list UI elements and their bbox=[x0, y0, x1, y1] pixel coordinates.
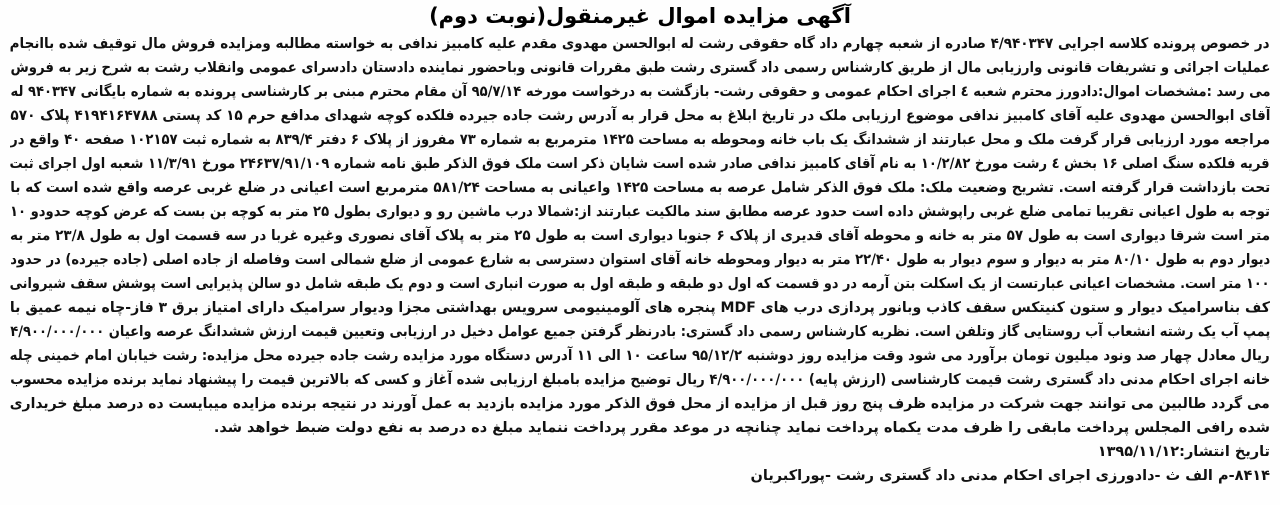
notice-body-line-text: دیوار دوم به طول ۸۰/۱۰ متر به دیوار و سوم دیوار به طول ۲۲/۴۰ متر به دیوار ومحوطه خانه آقای استوان دسترسی به شارع عمومی از ضلع شمالی است وفاصله از جاده اصلی (جاده جیرده) در حدود bbox=[10, 252, 1270, 268]
notice-body-line-text: متر است شرقا دیواری است به طول ۵۷ متر به خانه و محوطه آقای قدیری از پلاک ۶ جنوبا دیواری است به طول ۲۵ متر به پلاک آقای نصوری وغیره غربا در سه قسمت اول به طول ۲۳/۸ متر به bbox=[10, 228, 1270, 244]
notice-body-line-last bbox=[10, 415, 1270, 439]
notice-body-line bbox=[10, 151, 1270, 175]
notice-body-line bbox=[10, 127, 1270, 151]
notice-body-line-text: می رسد :مشخصات اموال:دادورز محترم شعبه ٤ اجرای احکام عمومی و حقوقی رشت- بازگشت به درخواست مورخه ۹۵/۷/۱۴ آن مقام محترم مبنی بر کارشناسی پرونده به شماره بایگانی ۹۴۰۳۴۷ له bbox=[10, 84, 1270, 100]
notice-body-line bbox=[10, 319, 1270, 343]
publish-date-label: تاریخ انتشار: bbox=[1179, 444, 1270, 460]
notice-body-line-text: آقای ابوالحسن مهدوی علیه آقای کامبیز ندافی موضوع ارزیابی ملک در تاریخ ابلاغ به محل قرار به آدرس رشت جاده جیرده فلکده کوچه شهدای مدافع حرم ۱۵ کد پستی ۴۱۹۴۱۶۴۷۸۸ پلاک ۵۷۰ bbox=[10, 108, 1270, 124]
notice-body-line bbox=[10, 295, 1270, 319]
notice-body-line-text: توجه به طول اعیانی تقریبا تمامی ضلع غربی راپوشش داده است حدود عرصه مطابق سند مالکیت عبارتند از:شمالا درب ماشین رو و دیواری بطول ۲۵ متر به کوچه بن بست که عرض کوچه حدودو ۱۰ bbox=[10, 204, 1270, 220]
notice-body-line-text: کف بناسرامیک دیوار و ستون کنیتکس سقف کاذب وبانور پردازی درب های MDF پنجره های آلومینیومی سرویس بهداشتی مجزا ودیوار سرامیک دارای امتیاز برق ۳ فاز-چاه نیمه عمیق با bbox=[10, 300, 1270, 316]
notice-body-line bbox=[10, 103, 1270, 127]
notice-body-line bbox=[10, 223, 1270, 247]
notice-body-line-text: قریه فلکده سنگ اصلی ۱۶ بخش ٤ رشت مورخ ۱۰/۲/۸۲ به نام آقای کامبیز ندافی صادر شده است شایان ذکر است ملک فوق الذکر طبق نامه شماره ۲۴۶۳۷/۹۱/۱۰۹ مورخ ۱۱/۳/۹۱ شعبه اول اجرای ثبت bbox=[10, 156, 1270, 172]
notice-body-line-text: می گردد طالبین می توانند جهت شرکت در مزایده ظرف پنج روز قبل از مزایده از محل فوق الذکر مورد مزایده بازدید به عمل آورند در نتیجه برنده مزایده میبایست ده درصد مبلغ خریداری bbox=[10, 396, 1270, 412]
notice-body-line-text: مراجعه مورد ارزیابی قرار گرفت ملک و محل عبارتند از ششدانگ یک باب خانه ومحوطه به مساحت ۱۴۲۵ مترمربع به شماره ۷۳ مفروز از پلاک ۶ دفتر ۸۳۹/۴ به شماره ثبت ۱۰۲۱۵۷ صفحه ۴۰ واقع در bbox=[10, 132, 1270, 148]
notice-body-line bbox=[10, 79, 1270, 103]
notice-body-line bbox=[10, 55, 1270, 79]
notice-footer-signature: ۸۴۱۴-م الف ث -دادورزی اجرای احکام مدنی داد گستری رشت -پوراکبریان bbox=[750, 468, 1270, 484]
notice-title: آگهی مزایده اموال غیرمنقول(نوبت دوم) bbox=[429, 4, 851, 28]
notice-body-line-text: عملیات اجرائی و تشریفات قانونی وارزیابی مال از طریق کارشناس رسمی داد گستری رشت طبق مقررات قانونی وباحضور نماینده دادستان دادسرای عمومی وانقلاب رشت به شرح زیر به فروش bbox=[10, 60, 1270, 76]
notice-body-line-text: تحت بازداشت قرار گرفته است. تشریح وضعیت ملک: ملک فوق الذکر شامل عرصه به مساحت ۱۴۲۵ واعیانی به مساحت ۵۸۱/۲۴ مترمربع است اعیانی در ضلع غربی عرصه واقع شده است که با bbox=[10, 180, 1270, 196]
notice-body-line bbox=[10, 271, 1270, 295]
publish-date: ۱۳۹۵/۱۱/۱۲ bbox=[1097, 444, 1180, 460]
notice-body-line bbox=[10, 199, 1270, 223]
notice-footer-line bbox=[10, 463, 1270, 487]
notice-body-line-text: ریال معادل چهار صد ونود میلیون تومان برآورد می شود وقت مزایده روز دوشنبه ۹۵/۱۲/۲ ساعت ۱۰ الی ۱۱ آدرس دستگاه مورد مزایده رشت جاده جیرده محل مزایده: رشت خیابان امام خمینی چله bbox=[10, 348, 1270, 364]
notice-body-line bbox=[10, 367, 1270, 391]
notice-body-line-text: در خصوص پرونده کلاسه اجرایی ۴/۹۴۰۳۴۷ صادره از شعبه چهارم داد گاه حقوقی رشت له ابوالحسن مهدوی مقدم علیه کامبیز ندافی به خواسته مطالبه ومزایده فروش مال توقیف شده باانجام bbox=[10, 36, 1270, 52]
notice-body bbox=[10, 31, 1270, 487]
publish-date-text bbox=[1098, 440, 1270, 463]
notice-body-line bbox=[10, 343, 1270, 367]
notice-body-line bbox=[10, 175, 1270, 199]
notice-body-line bbox=[10, 391, 1270, 415]
notice-body-line-text: ۱۰۰ متر است. مشخصات اعیانی عبارتست از یک اسکلت بتن آرمه در دو قسمت که اول دو طبقه و طبقه اول به صورت انباری است و دوم یک طبقه شامل دو سالن پذیرایی است پوشش سقف شیروانی bbox=[10, 276, 1270, 292]
notice-body-line-text: پمپ آب یک رشته انشعاب آب روستایی گاز وتلفن است. نظریه کارشناس رسمی داد گستری: بادرنظر گرفتن جمیع عوامل دخیل در ارزیابی وتعیین قیمت ارزش ششدانگ عرصه واعیان ۴/۹۰۰/۰۰۰/۰۰۰ bbox=[10, 324, 1270, 340]
notice-body-line-text: شده رافی المجلس پرداخت مابقی را ظرف مدت یکماه پرداخت نماید چنانچه در موعد مقرر پرداخت ننماید مبلغ ده درصد به نفع دولت ضبط خواهد شد. bbox=[213, 420, 1270, 436]
publish-date-line bbox=[10, 439, 1270, 463]
notice-body-line bbox=[10, 247, 1270, 271]
notice-body-line-text: خانه اجرای احکام مدنی داد گستری رشت قیمت کارشناسی (ارزش پایه) ۴/۹۰۰/۰۰۰/۰۰۰ ریال توضیح مزایده بامبلغ ارزیابی شده آغاز و کسی که بالاترین قیمت را پیشنهاد نماید برنده مزایده محسوب bbox=[10, 372, 1270, 388]
notice-body-line bbox=[10, 31, 1270, 55]
